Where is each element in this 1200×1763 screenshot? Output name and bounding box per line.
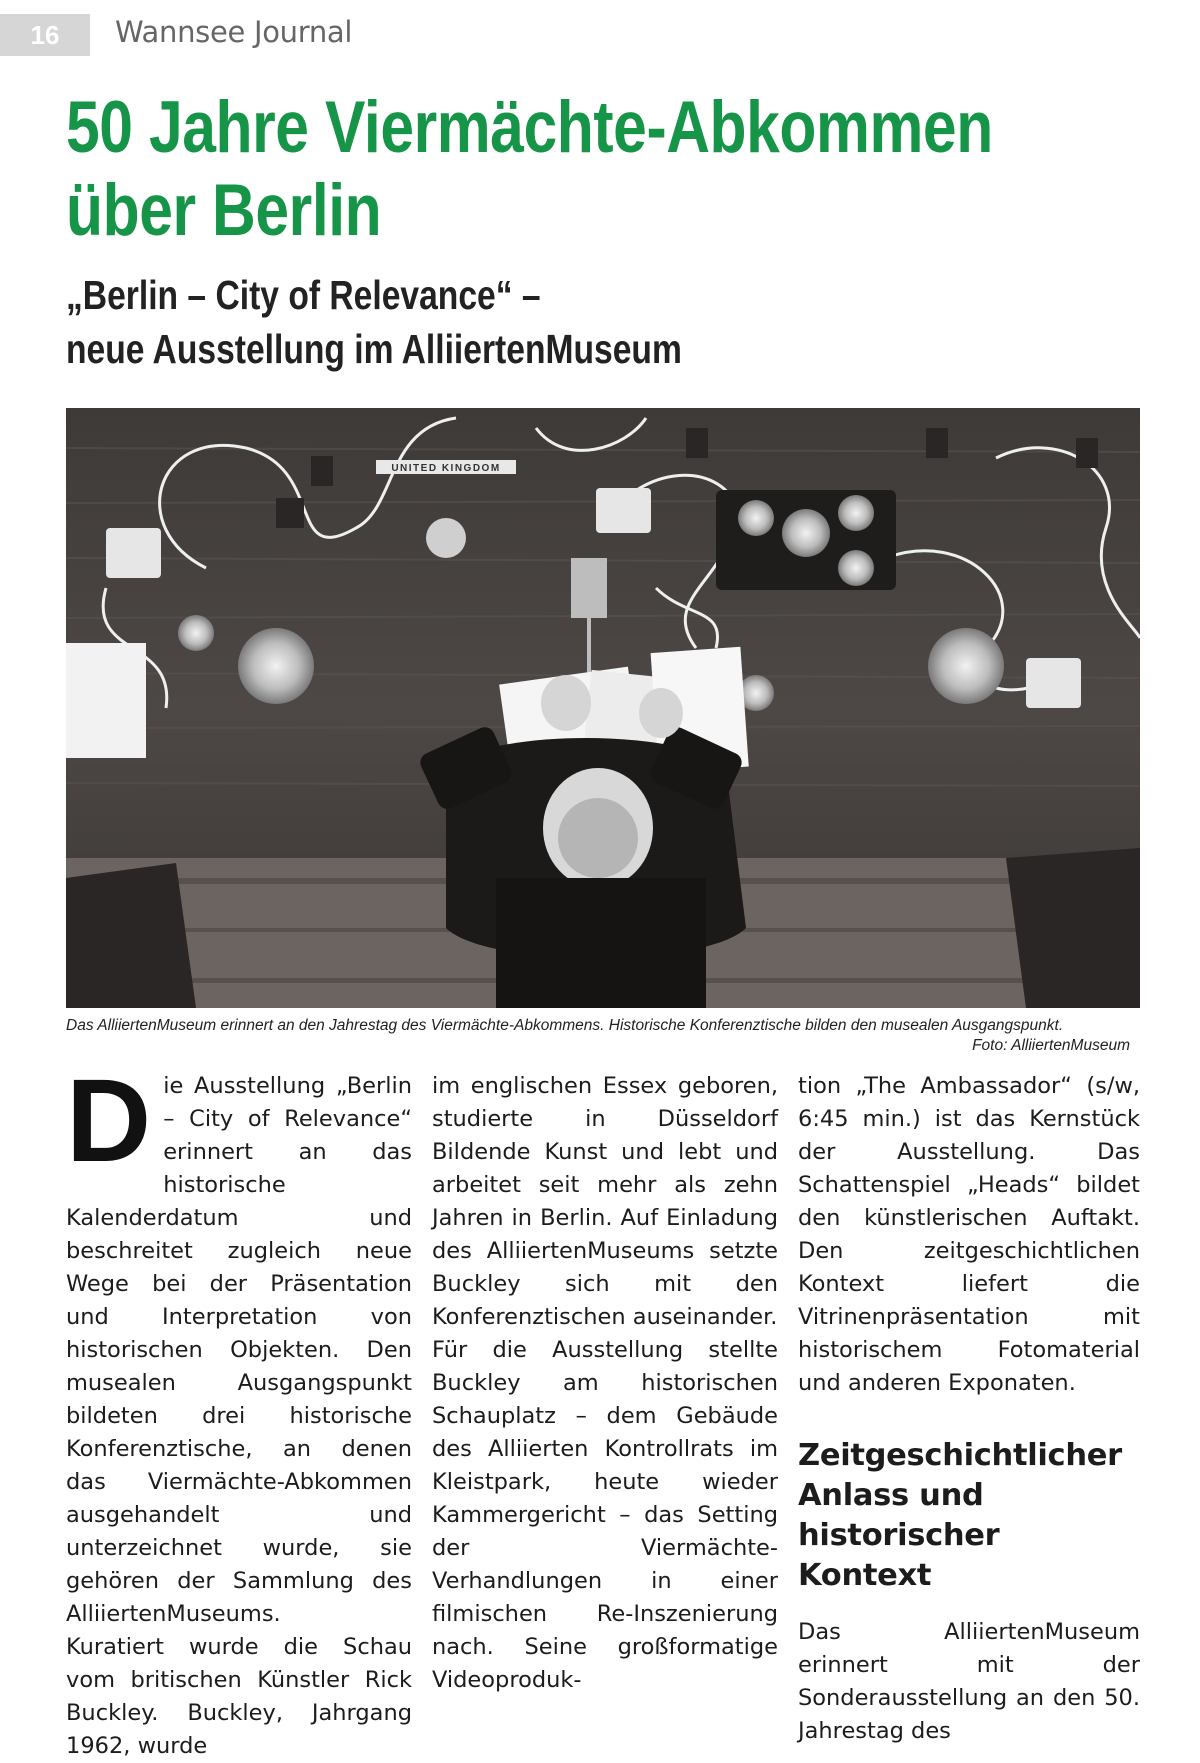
conference-table-photo (66, 408, 1140, 1008)
paragraph: ie Ausstellung „Berlin – City of Relevance“ erinnert an das historische Kalenderdatum und beschreitet zugleich neue Wege bei der Präsentation und Interpretation von historischen Objekten. Den musealen Ausgangspunkt bildeten drei historische Konferenztische, an denen das Viermächte-Abkommen ausgehandelt und unterzeichnet wurde, sie gehören der Sammlung des AlliiertenMuseums. (66, 1073, 412, 1627)
article-headline (66, 86, 993, 252)
drop-cap: D (66, 1055, 152, 1187)
country-sign: UNITED KINGDOM (391, 463, 501, 474)
subline-line-2: neue Ausstellung im AlliiertenMuseum (66, 326, 682, 372)
caption-text: Das AlliiertenMuseum erinnert an den Jahrestag des Viermächte-Abkommens. Historische Konferenztische bilden den musealen Ausgangspunkt. (66, 1017, 1064, 1034)
article-column-3 (798, 1070, 1140, 1748)
article-column-1 (66, 1055, 412, 1763)
photo-caption (66, 1016, 1136, 1054)
section-subheading: Zeitgeschichtlicher Anlass und historischer Kontext (798, 1438, 1122, 1593)
article-subline (66, 268, 682, 376)
article-column-2 (432, 1070, 778, 1697)
paragraph: im englischen Essex geboren, studierte in Düsseldorf Bildende Kunst und lebt und arbeitet seit mehr als zehn Jahren in Berlin. Auf Einladung des AlliiertenMuseums setzte Buckley sich mit den Konferenztischen auseinander. (432, 1073, 778, 1330)
paragraph: tion „The Ambassador“ (s/w, 6:45 min.) ist das Kernstück der Ausstellung. Das Schattenspiel „Heads“ bildet den künstlerischen Auftakt. Den zeitgeschichtlichen Kontext liefert die Vitrinenpräsentation mit historischem Fotomaterial und anderen Exponaten. (798, 1073, 1140, 1396)
paragraph: Kuratiert wurde die Schau vom britischen Künstler Rick Buckley. Buckley, Jahrgang 1962, wurde (66, 1634, 412, 1759)
headline-line-2: über Berlin (66, 170, 382, 251)
journal-name: Wannsee Journal (115, 15, 353, 49)
paragraph: Für die Ausstellung stellte Buckley am historischen Schauplatz – dem Gebäude des Alliierten Kontrollrats im Kleistpark, heute wieder Kammergericht – das Setting der Viermächte-Verhandlungen in einer filmischen Re-Inszenierung nach. Seine großformatige Videoproduk- (432, 1337, 778, 1693)
page-number: 16 (0, 14, 90, 56)
headline-line-1: 50 Jahre Viermächte-Abkommen (66, 87, 993, 168)
paragraph: Das AlliiertenMuseum erinnert mit der Sonderausstellung an den 50. Jahrestag des (798, 1619, 1140, 1744)
subline-line-1: „Berlin – City of Relevance“ – (66, 272, 541, 318)
photo-credit: Foto: AlliiertenMuseum (972, 1037, 1130, 1054)
